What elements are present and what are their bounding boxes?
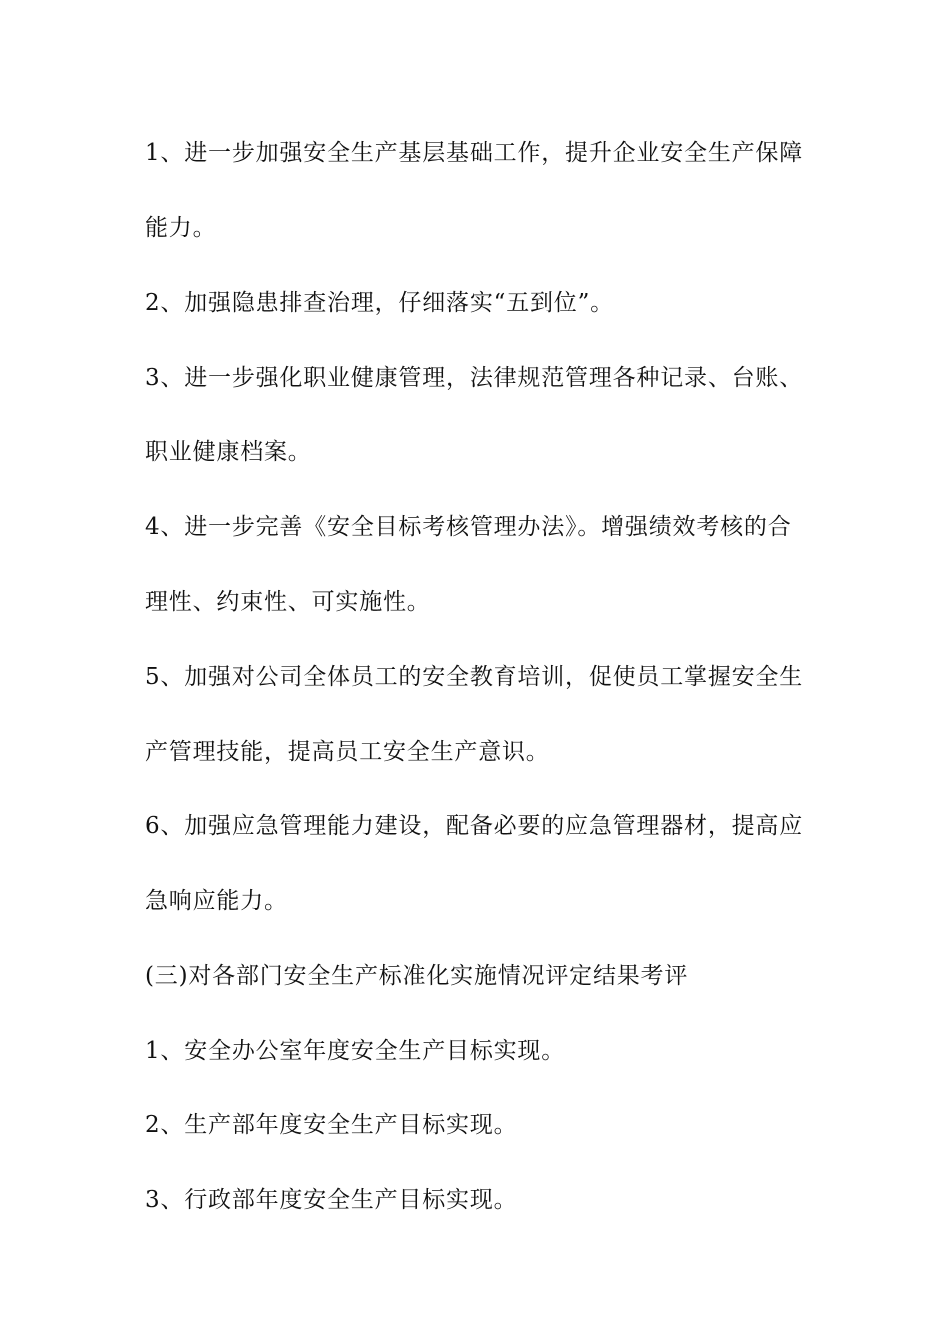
measure-6-line-1: 6、加强应急管理能力建设，配备必要的应急管理器材，提高应 bbox=[145, 813, 804, 839]
measure-3-line-2: 职业健康档案。 bbox=[145, 439, 312, 465]
measure-2: 2、加强隐患排查治理，仔细落实“五到位”。 bbox=[145, 290, 614, 316]
measure-4-line-1: 4、进一步完善《安全目标考核管理办法》。增强绩效考核的合 bbox=[145, 514, 792, 540]
section-heading: (三)对各部门安全生产标准化实施情况评定结果考评 bbox=[145, 963, 689, 989]
measure-4-line-2: 理性、约束性、可实施性。 bbox=[145, 589, 431, 615]
measure-3-line-1: 3、进一步强化职业健康管理，法律规范管理各种记录、台账、 bbox=[145, 365, 804, 391]
evaluation-item-1: 1、安全办公室年度安全生产目标实现。 bbox=[145, 1038, 566, 1064]
measure-1-line-1: 1、进一步加强安全生产基层基础工作，提升企业安全生产保障 bbox=[145, 140, 804, 166]
measure-1-line-2: 能力。 bbox=[145, 215, 217, 241]
evaluation-item-2: 2、生产部年度安全生产目标实现。 bbox=[145, 1112, 518, 1138]
measure-6-line-2: 急响应能力。 bbox=[145, 888, 288, 914]
measure-5-line-1: 5、加强对公司全体员工的安全教育培训，促使员工掌握安全生 bbox=[145, 664, 804, 690]
measure-5-line-2: 产管理技能，提高员工安全生产意识。 bbox=[145, 739, 550, 765]
evaluation-item-3: 3、行政部年度安全生产目标实现。 bbox=[145, 1187, 518, 1213]
